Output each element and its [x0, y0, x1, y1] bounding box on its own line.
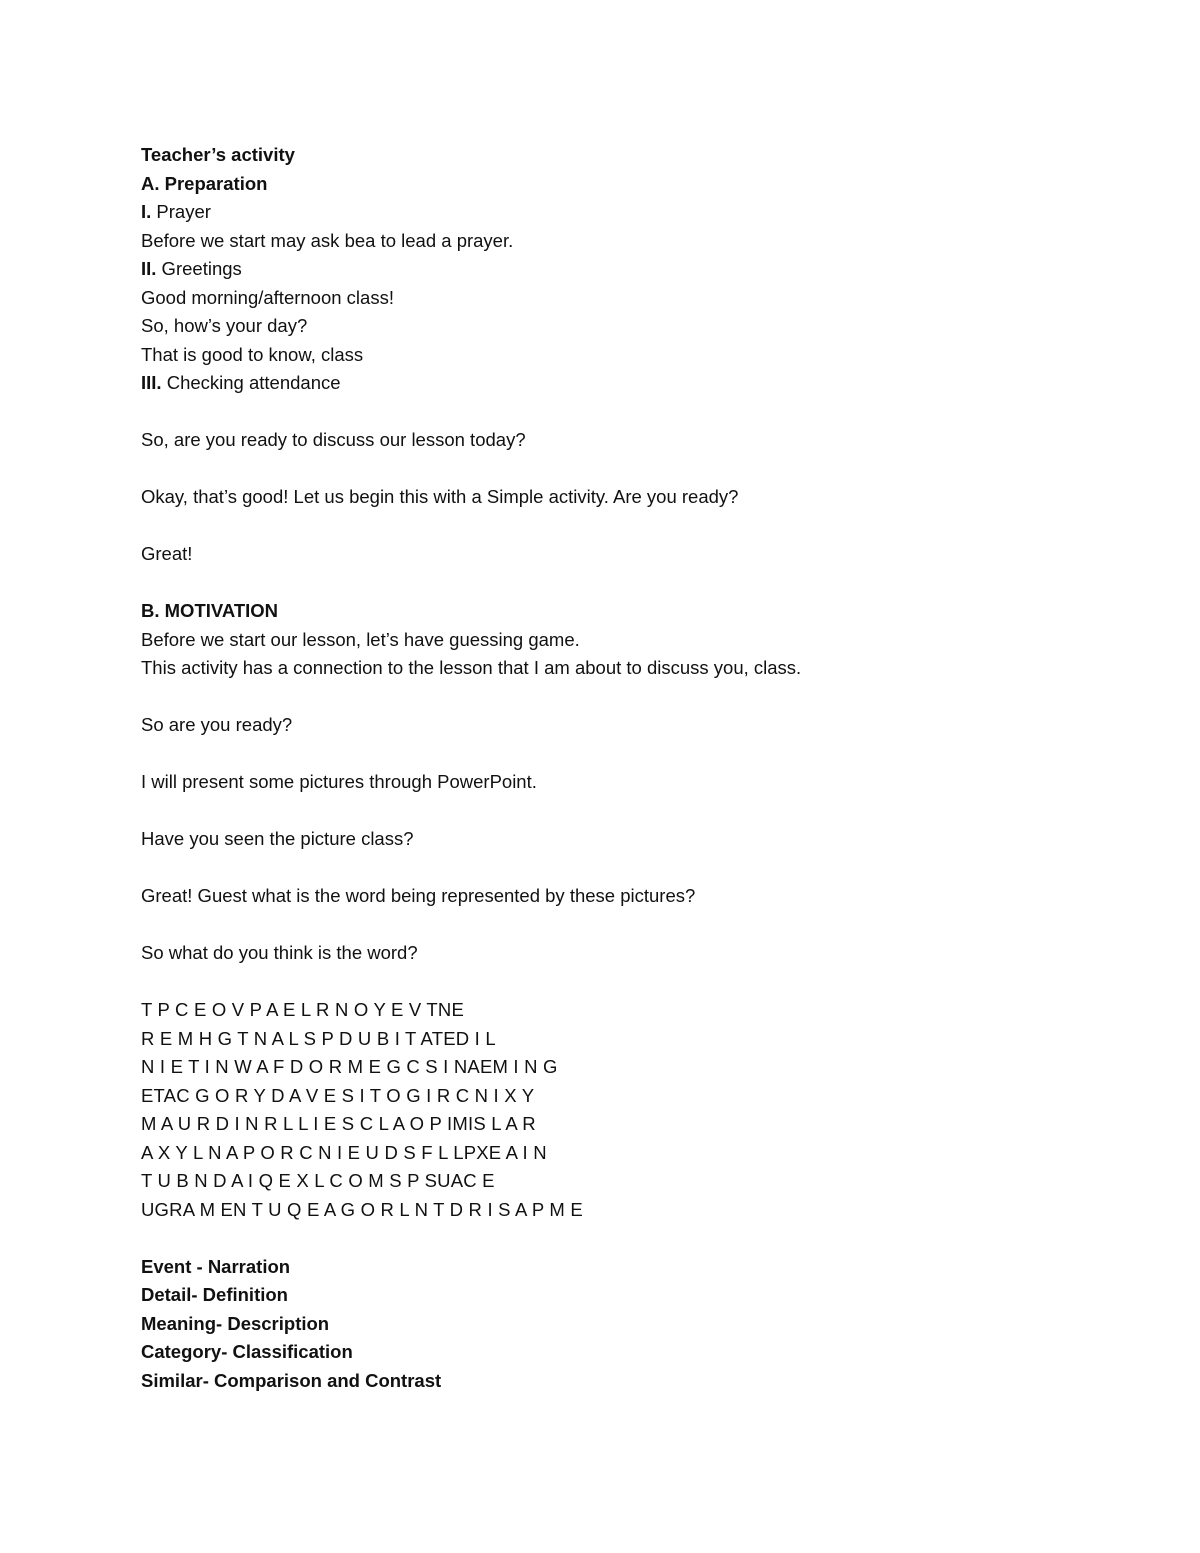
- answer-item: Event - Narration: [141, 1255, 291, 1277]
- answer-item: Similar- Comparison and Contrast: [141, 1369, 442, 1391]
- greetings-number: II.: [141, 258, 157, 279]
- grid-row: ETAC G O R Y D A V E S I T O G I R C N I X Y: [141, 1084, 535, 1106]
- prayer-label: Prayer: [151, 201, 211, 222]
- spacer: [141, 512, 1121, 541]
- spacer: [141, 797, 1121, 826]
- prayer-item: [141, 198, 1121, 227]
- motivation-line-1: Before we start our lesson, let’s have guessing game.: [141, 628, 580, 650]
- attendance-label: Checking attendance: [161, 372, 341, 393]
- great-text: Great!: [141, 543, 193, 564]
- greeting-line-1: Good morning/afternoon class!: [141, 286, 394, 308]
- spacer: [141, 740, 1121, 769]
- answer-item: Meaning- Description: [141, 1312, 330, 1334]
- grid-row: T U B N D A I Q E X L C O M S P SUAC E: [141, 1170, 495, 1191]
- spacer: [141, 683, 1121, 712]
- spacer: [141, 569, 1121, 598]
- word-search-grid: [141, 996, 1121, 1224]
- greetings-label: Greetings: [156, 258, 242, 279]
- section-b-heading: B. MOTIVATION: [141, 600, 279, 621]
- spacer: [141, 455, 1121, 484]
- prayer-text: Before we start may ask bea to lead a prayer.: [141, 229, 514, 251]
- answer-item: Detail- Definition: [141, 1284, 288, 1305]
- grid-row: A X Y L N A P O R C N I E U D S F L LPXE A I N: [141, 1141, 547, 1163]
- attendance-item: [141, 369, 1121, 398]
- motivation-line-3: So are you ready?: [141, 714, 293, 735]
- motivation-line-2: This activity has a connection to the lesson that I am about to discuss you, class.: [141, 657, 802, 678]
- attendance-number: III.: [141, 372, 162, 393]
- greeting-line-3: That is good to know, class: [141, 343, 364, 365]
- greeting-line-2: So, how’s your day?: [141, 315, 308, 336]
- document-page: [141, 141, 1121, 1395]
- motivation-line-4: I will present some pictures through PowerPoint.: [141, 771, 537, 792]
- ready-question: So, are you ready to discuss our lesson today?: [141, 429, 526, 450]
- grid-row: UGRA M EN T U Q E A G O R L N T D R I S A P M E: [141, 1198, 583, 1220]
- spacer: [141, 398, 1121, 427]
- spacer: [141, 1224, 1121, 1253]
- grid-row: N I E T I N W A F D O R M E G C S I NAEM I N G: [141, 1056, 558, 1077]
- motivation-line-7: So what do you think is the word?: [141, 942, 418, 963]
- motivation-line-6: Great! Guest what is the word being represented by these pictures?: [141, 885, 696, 906]
- motivation-line-5: Have you seen the picture class?: [141, 828, 414, 849]
- answer-item: Category- Classification: [141, 1341, 353, 1362]
- grid-row: R E M H G T N A L S P D U B I T ATED I L: [141, 1027, 496, 1049]
- prayer-number: I.: [141, 201, 152, 222]
- section-a-heading: A. Preparation: [141, 172, 268, 194]
- spacer: [141, 911, 1121, 940]
- answer-list: [141, 1253, 1121, 1396]
- greetings-item: [141, 255, 1121, 284]
- grid-row: T P C E O V P A E L R N O Y E V TNE: [141, 999, 465, 1020]
- spacer: [141, 854, 1121, 883]
- spacer: [141, 968, 1121, 997]
- grid-row: M A U R D I N R L L I E S C L A O P IMIS L A R: [141, 1113, 536, 1134]
- activity-intro: Okay, that’s good! Let us begin this with a Simple activity. Are you ready?: [141, 486, 739, 507]
- document-title: Teacher’s activity: [141, 144, 295, 165]
